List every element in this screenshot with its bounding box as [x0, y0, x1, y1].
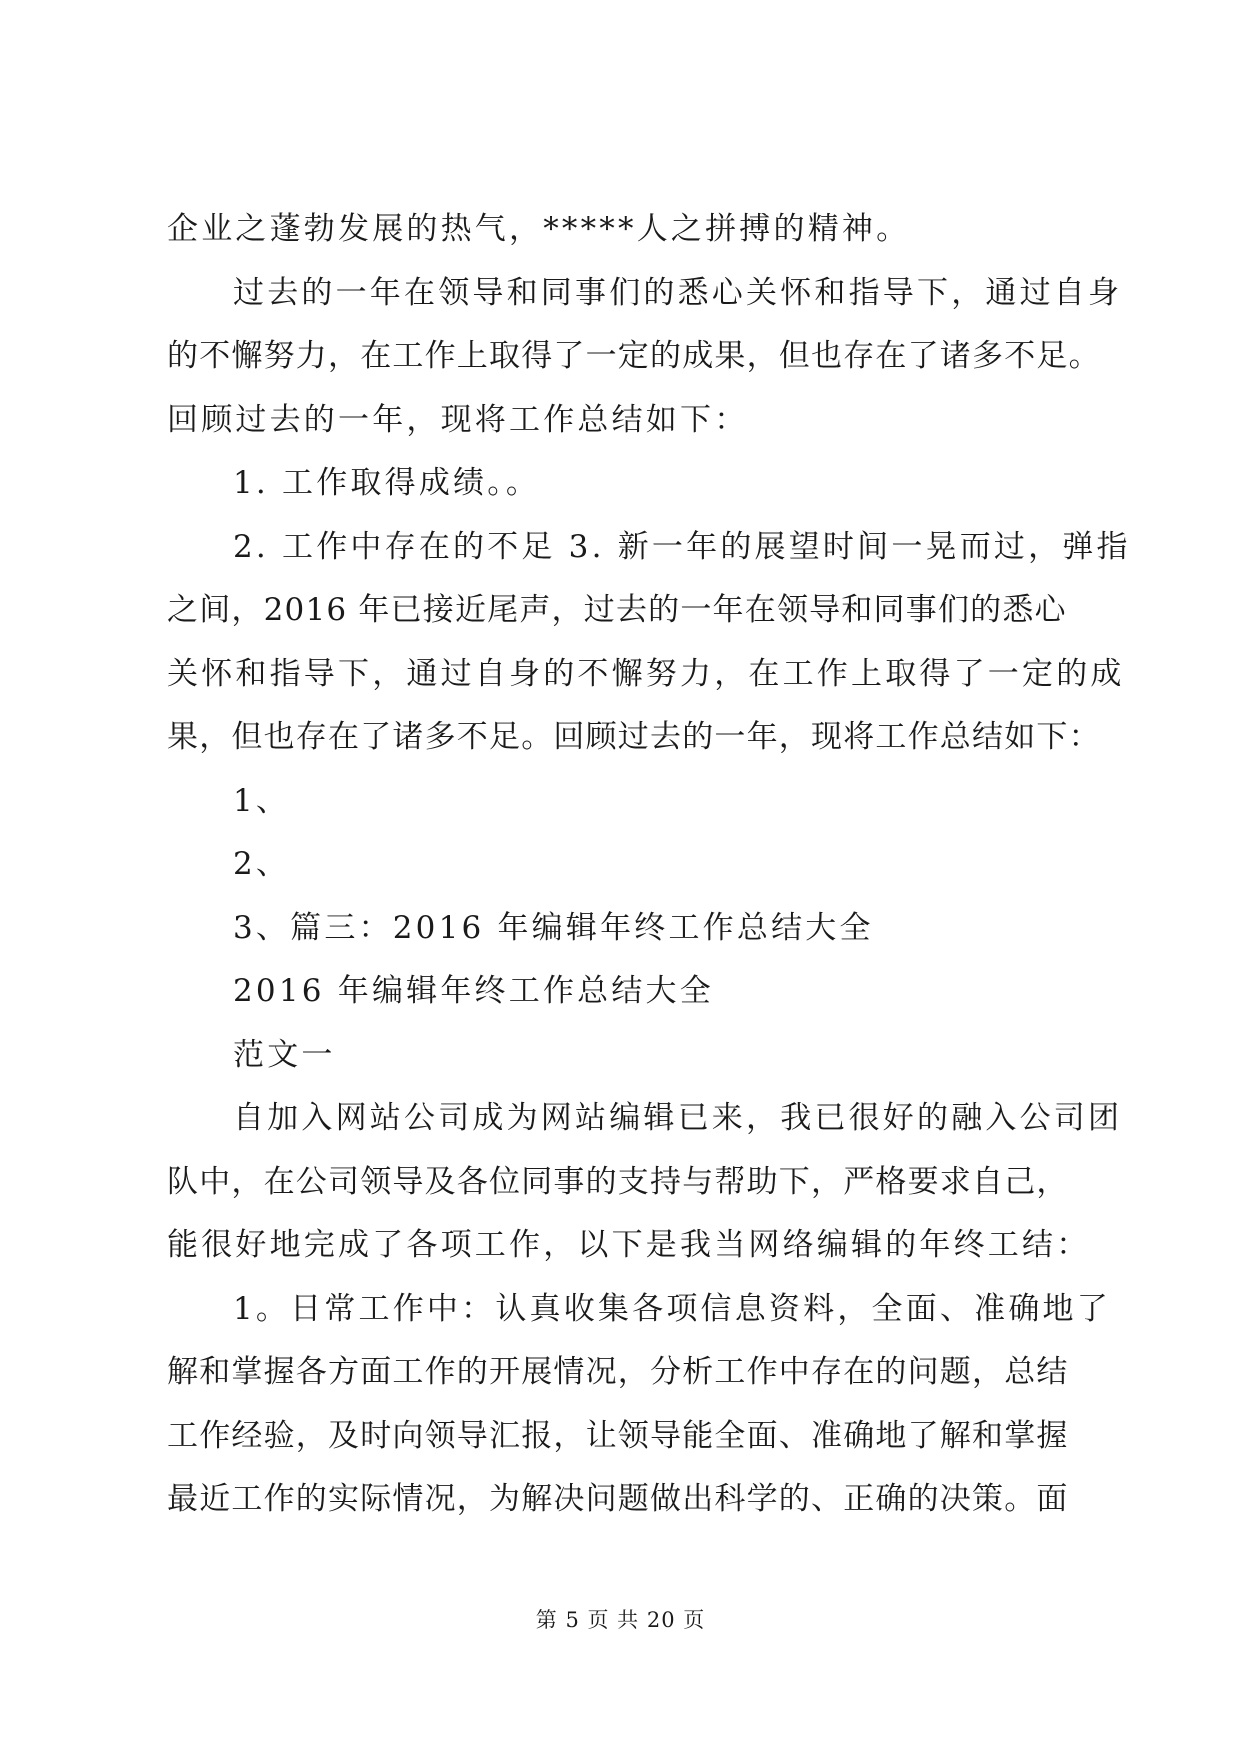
- list-item: 1。日常工作中：认真收集各项信息资料，全面、准确地了: [233, 1290, 1111, 1327]
- paragraph-start: 自加入网站公司成为网站编辑已来，我已很好的融入公司团: [233, 1100, 1123, 1136]
- list-item: 1、: [233, 782, 291, 819]
- section-heading: 3、篇三：2016 年编辑年终工作总结大全: [233, 909, 874, 946]
- text-line: 能很好地完成了各项工作，以下是我当网络编辑的年终工结：: [167, 1227, 1091, 1263]
- list-item: 1. 工作取得成绩。。: [233, 465, 541, 501]
- page-footer: 第 5 页 共 20 页: [535, 1608, 706, 1632]
- text-line: 果，但也存在了诸多不足。回顾过去的一年，现将工作总结如下：: [167, 719, 1101, 755]
- text-line: 企业之蓬勃发展的热气，*****人之拼搏的精神。: [167, 211, 911, 247]
- article-title: 2016 年编辑年终工作总结大全: [233, 973, 714, 1009]
- text-line: 之间，2016 年已接近尾声，过去的一年在领导和同事们的悉心: [167, 592, 1067, 628]
- sample-label: 范文一: [233, 1036, 336, 1073]
- text-line: 回顾过去的一年，现将工作总结如下：: [167, 401, 749, 438]
- text-line: 的不懈努力，在工作上取得了一定的成果，但也存在了诸多不足。: [167, 338, 1101, 374]
- list-item: 2. 工作中存在的不足 3. 新一年的展望时间一晃而过，弹指: [233, 528, 1131, 565]
- document-body: [167, 198, 1131, 1532]
- list-item: 2、: [233, 846, 291, 882]
- text-line: 关怀和指导下，通过自身的不懈努力，在工作上取得了一定的成: [167, 655, 1125, 692]
- text-line: 队中，在公司领导及各位同事的支持与帮助下，严格要求自己，: [167, 1163, 1069, 1200]
- paragraph-start: 过去的一年在领导和同事们的悉心关怀和指导下，通过自身: [233, 274, 1123, 311]
- text-line: 解和掌握各方面工作的开展情况，分析工作中存在的问题，总结: [167, 1354, 1069, 1390]
- text-line: 工作经验，及时向领导汇报，让领导能全面、准确地了解和掌握: [167, 1417, 1069, 1454]
- text-line: 最近工作的实际情况，为解决问题做出科学的、正确的决策。面: [167, 1481, 1069, 1517]
